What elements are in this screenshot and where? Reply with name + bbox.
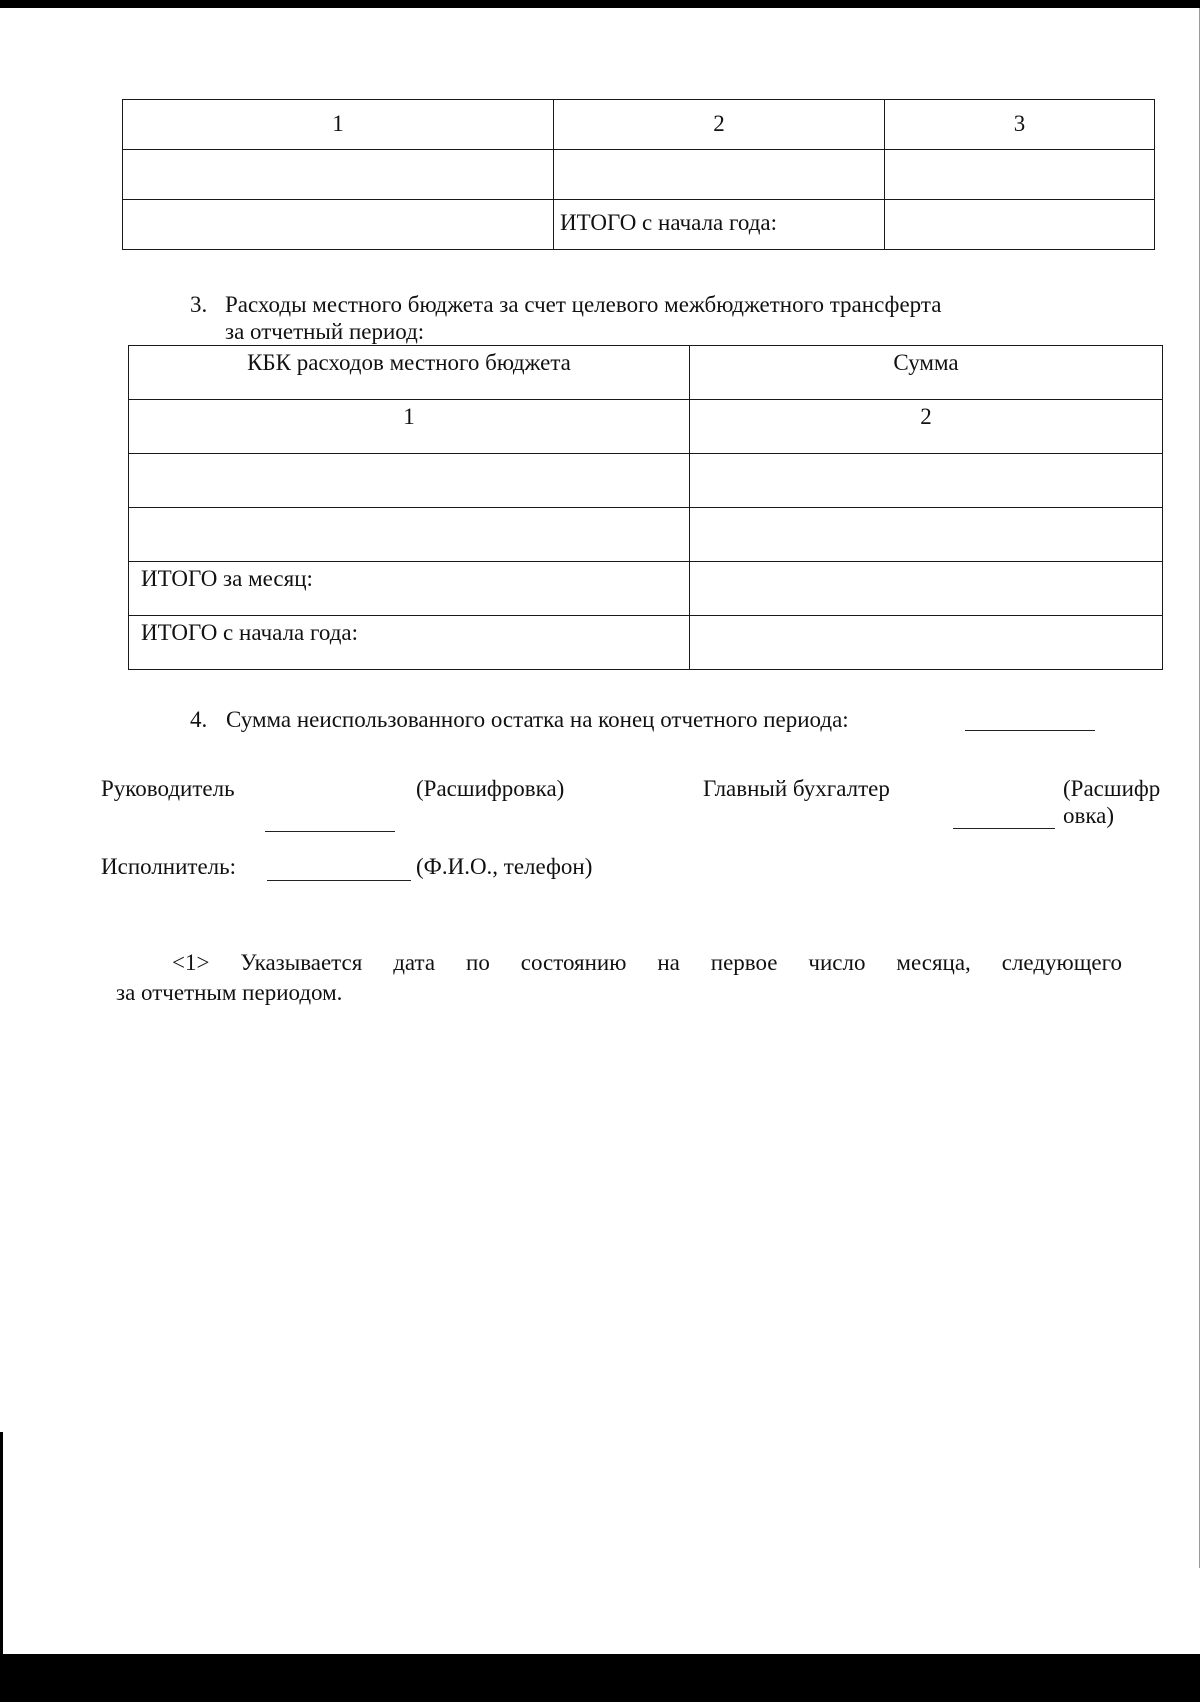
column-number-1: 1 (129, 400, 690, 454)
document-page (0, 8, 1200, 1654)
table-row (129, 508, 1163, 562)
head-label: Руководитель (101, 776, 235, 801)
table-cell-empty[interactable] (554, 150, 885, 200)
table-row (129, 454, 1163, 508)
table-header-row (123, 100, 1155, 150)
table-cell-empty[interactable] (129, 454, 690, 508)
executor-label: Исполнитель: (101, 854, 237, 879)
section-4-number: 4. (190, 707, 208, 732)
column-header-sum: Сумма (690, 346, 1163, 400)
table-row (123, 150, 1155, 200)
accountant-signature-line[interactable] (953, 828, 1055, 829)
total-year-value-cell[interactable] (690, 616, 1163, 670)
executor-signature-line[interactable] (267, 880, 411, 881)
section-3-number: 3. (190, 292, 208, 317)
table-cell-empty[interactable] (690, 508, 1163, 562)
head-decode-label: (Расшифровка) (416, 776, 565, 801)
table-transfer-income (122, 99, 1155, 250)
table-cell-empty[interactable] (129, 508, 690, 562)
footnote-line-1: <1> Указывается дата по состоянию на первое число месяца, следующего (172, 950, 1122, 975)
table-cell-empty[interactable] (885, 150, 1155, 200)
column-number-1: 1 (123, 100, 554, 150)
table-total-year-row (129, 616, 1163, 670)
section-4-text: Сумма неиспользованного остатка на конец отчетного периода: (226, 707, 849, 732)
total-year-label: ИТОГО с начала года: (129, 616, 690, 670)
column-number-3: 3 (885, 100, 1155, 150)
column-number-2: 2 (690, 400, 1163, 454)
total-month-value-cell[interactable] (690, 562, 1163, 616)
footnote-line-2: за отчетным периодом. (116, 980, 343, 1005)
column-header-kbk: КБК расходов местного бюджета (129, 346, 690, 400)
table-local-budget-expenses (128, 345, 1163, 670)
total-month-label: ИТОГО за месяц: (129, 562, 690, 616)
scan-left-edge (0, 1432, 3, 1662)
total-year-value-cell[interactable] (885, 200, 1155, 250)
table-cell-empty[interactable] (123, 150, 554, 200)
table-total-row (123, 200, 1155, 250)
executor-info-label: (Ф.И.О., телефон) (416, 854, 593, 879)
table-cell-empty (123, 200, 554, 250)
section-3-title-line2: за отчетный период: (225, 319, 425, 344)
total-year-label: ИТОГО с начала года: (554, 200, 885, 250)
remainder-blank-line[interactable] (965, 730, 1095, 731)
accountant-decode-label-1: (Расшифр (1063, 776, 1161, 801)
column-number-2: 2 (554, 100, 885, 150)
section-3-title-line1: Расходы местного бюджета за счет целевого межбюджетного трансферта (225, 292, 942, 317)
table-header-row (129, 346, 1163, 400)
accountant-decode-label-2: овка) (1063, 803, 1115, 828)
footnote (116, 948, 1122, 1008)
table-number-row (129, 400, 1163, 454)
accountant-label: Главный бухгалтер (703, 776, 890, 801)
head-signature-line[interactable] (265, 831, 395, 832)
table-total-month-row (129, 562, 1163, 616)
table-cell-empty[interactable] (690, 454, 1163, 508)
